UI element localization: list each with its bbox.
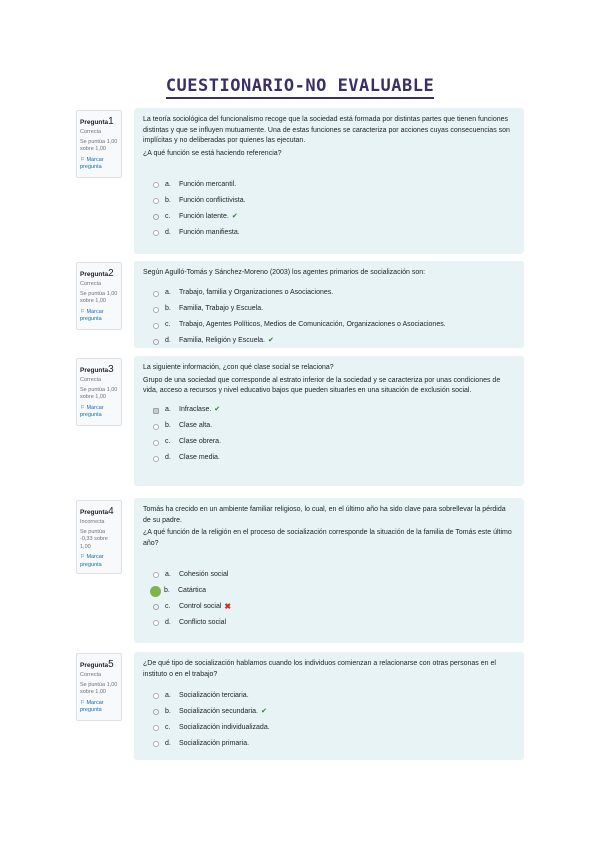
radio-button-selected[interactable] (153, 339, 159, 345)
question-number: Pregunta3 (80, 364, 114, 375)
question-score: Se puntúa -0,33 sobre 1,00 (80, 528, 108, 550)
question-text: Según Agulló-Tomás y Sánchez-Moreno (2003) los agentes primarios de socialización son: (143, 269, 426, 276)
answer-option[interactable]: d. Función manifiesta. (153, 225, 515, 241)
question-number: Pregunta4 (80, 506, 114, 517)
radio-button[interactable] (153, 725, 159, 731)
checkbox-selected[interactable] (153, 408, 159, 414)
highlight-marker (150, 586, 161, 597)
question-info-5 (76, 653, 122, 721)
radio-button[interactable] (153, 198, 159, 204)
question-text: Tomás ha crecido en un ambiente familiar religioso, lo cual, en el último año ha sido clave para sobrellevar la pérdida de su padre. ¿A qué función de la religión en el proceso de socialización corresponde la situación de la familia de Tomás este último año? (143, 506, 512, 547)
flag-question-link[interactable]: ⚐ Marcar pregunta (80, 404, 104, 419)
answer-option[interactable]: b. Clase alta. (153, 419, 515, 435)
question-number: Pregunta1 (80, 116, 114, 127)
question-state: Correcta (80, 671, 102, 678)
answer-option[interactable]: a. Trabajo, familia y Organizaciones o Asociaciones. (153, 286, 515, 302)
answer-list (143, 403, 515, 467)
answer-option[interactable]: b. Familia, Trabajo y Escuela. (153, 302, 515, 318)
answer-option[interactable]: a. Socialización terciaria. (153, 688, 515, 704)
question-content-2 (134, 261, 524, 348)
question-info-3 (76, 358, 122, 426)
question-number: Pregunta2 (80, 268, 114, 279)
radio-button[interactable] (153, 440, 159, 446)
question-info-2 (76, 262, 122, 330)
answer-option[interactable]: d. Socialización primaria. (153, 736, 515, 752)
radio-button[interactable] (153, 620, 159, 626)
question-state: Correcta (80, 376, 102, 383)
answer-option[interactable]: a. Infraclase. ✔ (153, 403, 515, 419)
answer-option[interactable]: b. Catártica (153, 583, 515, 599)
radio-button[interactable] (153, 572, 159, 578)
answer-option[interactable]: a. Cohesión social (153, 567, 515, 583)
answer-option[interactable]: d. Conflicto social (153, 615, 515, 631)
correct-check-icon: ✔ (214, 406, 221, 414)
radio-button-selected[interactable] (153, 604, 159, 610)
flag-question-link[interactable]: ⚐ Marcar pregunta (80, 156, 104, 171)
question-text: ¿De qué tipo de socialización hablamos cuando los individuos comienzan a relacionarse con otras personas en el instituto o en el trabajo? (143, 660, 496, 678)
correct-check-icon: ✔ (267, 337, 274, 345)
page-title (0, 76, 600, 96)
answer-option[interactable]: b. Socialización secundaria. ✔ (153, 704, 515, 720)
answer-option[interactable]: c. Trabajo, Agentes Políticos, Medios de Comunicación, Organizaciones o Asociaciones. (153, 318, 515, 334)
question-content-4 (134, 498, 524, 643)
flag-question-link[interactable]: ⚐ Marcar pregunta (80, 554, 104, 568)
flag-question-link[interactable]: ⚐ Marcar pregunta (80, 308, 104, 323)
radio-button[interactable] (153, 424, 159, 430)
question-info-1 (76, 110, 122, 178)
question-score: Se puntúa 1,00 sobre 1,00 (80, 290, 118, 305)
question-score: Se puntúa 1,00 sobre 1,00 (80, 138, 118, 153)
answer-option[interactable]: a. Función mercantil. (153, 177, 515, 193)
page-title-text: CUESTIONARIO-NO EVALUABLE (166, 76, 434, 99)
answer-list (143, 286, 515, 350)
radio-button[interactable] (153, 182, 159, 188)
answer-option[interactable]: c. Función latente. ✔ (153, 209, 515, 225)
correct-check-icon: ✔ (231, 212, 238, 220)
answer-option[interactable]: c. Control social ✖ (153, 599, 515, 615)
incorrect-x-icon: ✖ (224, 602, 232, 611)
flag-question-link[interactable]: ⚐ Marcar pregunta (80, 699, 104, 714)
answer-list (143, 567, 515, 631)
question-text: La siguiente información, ¿con qué clase social se relaciona? Grupo de una sociedad que corresponde al estrato inferior de la sociedad y se caracteriza por unas condiciones de vida, acceso a recursos y nivel educativo bajos que pueden situarles en una situación de exclusión social. (143, 364, 501, 394)
radio-button[interactable] (153, 230, 159, 236)
question-content-1 (134, 108, 524, 254)
answer-option[interactable]: b. Función conflictivista. (153, 193, 515, 209)
question-state: Correcta (80, 280, 102, 287)
answer-list (143, 688, 515, 752)
radio-button[interactable] (153, 693, 159, 699)
answer-option[interactable]: c. Socialización individualizada. (153, 720, 515, 736)
radio-button-selected[interactable] (153, 709, 159, 715)
question-text: La teoría sociológica del funcionalismo recoge que la sociedad está formada por distintas partes que tienen funciones distintas y que se influyen mutuamente. Una de estas funciones se caracteriza por acciones cuyas consecuencias son implícitas y no deliberadas por quienes las ejecutan. ¿A qué función se está haciendo referencia? (143, 116, 510, 157)
question-content-5 (134, 652, 524, 760)
radio-button[interactable] (153, 323, 159, 329)
correct-check-icon: ✔ (261, 707, 267, 715)
radio-button[interactable] (153, 307, 159, 313)
radio-button[interactable] (153, 291, 159, 297)
answer-option[interactable]: c. Clase obrera. (153, 435, 515, 451)
radio-button[interactable] (153, 741, 159, 747)
question-content-3 (134, 356, 524, 486)
radio-button-selected[interactable] (153, 214, 159, 220)
answer-option[interactable]: d. Clase media. (153, 451, 515, 467)
question-state: Correcta (80, 128, 102, 135)
question-score: Se puntúa 1,00 sobre 1,00 (80, 386, 118, 401)
answer-list (143, 177, 515, 241)
question-state: Incorrecta (80, 518, 105, 525)
question-number: Pregunta5 (80, 659, 114, 670)
radio-button[interactable] (153, 456, 159, 462)
question-info-4 (76, 500, 122, 574)
answer-option[interactable]: d. Familia, Religión y Escuela. ✔ (153, 334, 515, 350)
question-score: Se puntúa 1,00 sobre 1,00 (80, 681, 118, 696)
